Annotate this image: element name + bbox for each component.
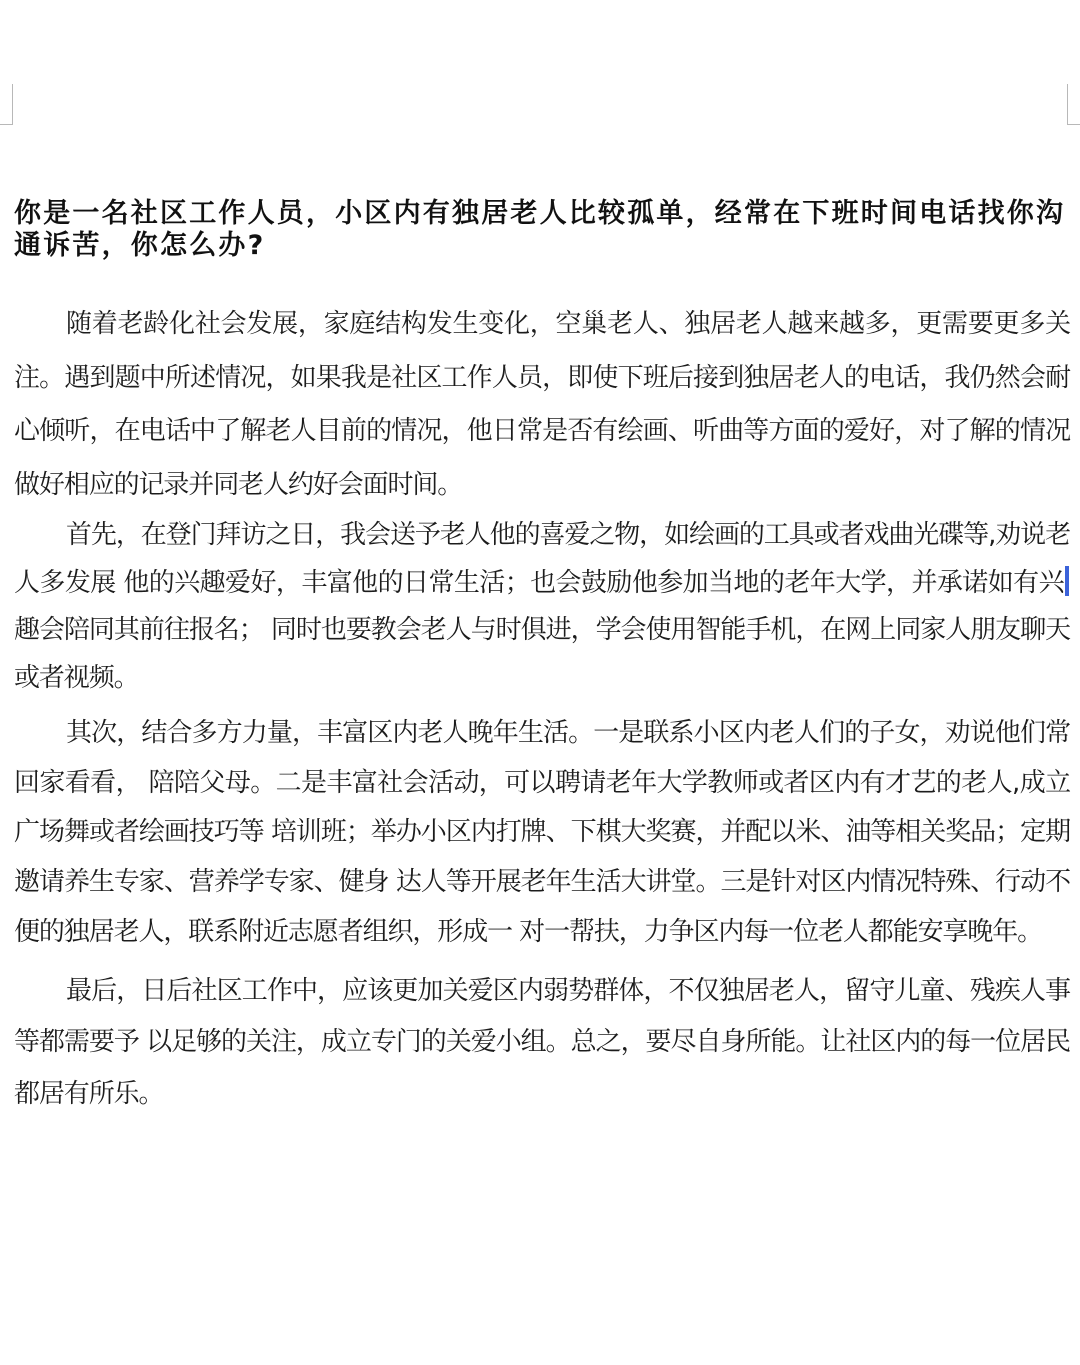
question-heading: 你是一名社区工作人员，小区内有独居老人比较孤单，经常在下班时间电话找你沟通诉苦，你怎么办? xyxy=(14,198,1066,261)
margin-corner-mark-left xyxy=(0,84,13,125)
paragraph-first-text-before: 首先，在登门拜访之日，我会送予老人他的喜爱之物，如绘画的工具或者戏曲光碟等,劝说老人多发展 他的兴趣爱好，丰富他的日常生活；也会鼓励他参加当地的老年大学，并承诺如有兴 xyxy=(14,520,1070,598)
paragraph-last: 最后，日后社区工作中，应该更加关爱区内弱势群体，不仅独居老人，留守儿童、残疾人事等都需要予 以足够的关注，成立专门的关爱小组。总之，要尽自身所能。让社区内的每一位居民都居有所乐。 xyxy=(14,975,1070,1109)
paragraph-intro: 随着老龄化社会发展，家庭结构发生变化，空巢老人、独居老人越来越多，更需要更多关注。遇到题中所述情况，如果我是社区工作人员，即使下班后接到独居老人的电话，我仍然会耐心倾听，在电话中了解老人目前的情况，他日常是否有绘画、听曲等方面的爱好，对了解的情况做好相应的记录并同老人约好会面时间。 xyxy=(14,309,1070,500)
text-cursor xyxy=(1065,566,1069,596)
margin-corner-mark-right xyxy=(1067,84,1080,125)
paragraph-first xyxy=(14,512,1070,703)
answer-body[interactable] xyxy=(14,298,1070,1120)
paragraph-first-text-after: 趣会陪同其前往报名； 同时也要教会老人与时俱进，学会使用智能手机，在网上同家人朋友聊天或者视频。 xyxy=(14,615,1070,694)
paragraph-second: 其次，结合多方力量，丰富区内老人晚年生活。一是联系小区内老人们的子女，劝说他们常回家看看， 陪陪父母。二是丰富社会活动，可以聘请老年大学教师或者区内有才艺的老人,成立广场舞或者绘画技巧等 培训班；举办小区内打牌、下棋大奖赛，并配以米、油等相关奖品；定期邀请养生专家、营养学专家、健身 达人等开展老年生活大讲堂。三是针对区内情况特殊、行动不便的独居老人，联系附近志愿者组织，形成一 对一帮扶，力争区内每一位老人都能安享晚年。 xyxy=(14,717,1070,947)
